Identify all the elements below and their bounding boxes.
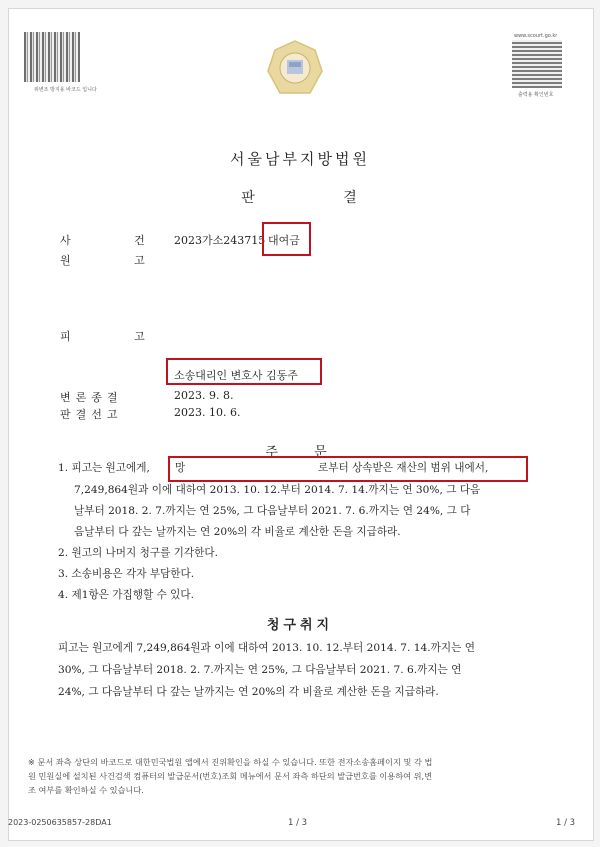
- ruling-item1-line2: 7,249,864원과 이에 대하여 2013. 10. 12.부터 2014. 7. 14.까지는 연 30%, 그 다음: [74, 484, 481, 496]
- ruling-title: 주 문: [265, 445, 343, 460]
- notice-line2: 원 민원실에 설치된 사건검색 컴퓨터의 발급문서(번호)조회 메뉴에서 문서 좌측 하단의 발급번호를 이용하여 위,변: [28, 771, 433, 781]
- ruling-item1-highlight: [168, 456, 528, 482]
- page-number-right: 1 / 3: [556, 818, 576, 828]
- ruling-item3: 3. 소송비용은 각자 부담한다.: [58, 568, 195, 580]
- barcode-right-caption: 출력용 확인번호: [518, 92, 554, 98]
- defendant-label: 피 고: [60, 330, 175, 343]
- closing-label: 변론종결: [60, 391, 123, 404]
- sentencing-label: 판결선고: [60, 408, 123, 421]
- barcode-left-caption: 위변조 방지용 바코드 입니다: [34, 87, 97, 93]
- ruling-item1-boxed-start: 망: [175, 462, 186, 474]
- document-page: [8, 8, 594, 841]
- case-number: 2023가소243715: [174, 234, 266, 247]
- document-title: 판 결: [241, 190, 399, 206]
- ruling-item1-lead: 1. 피고는 원고에게,: [58, 462, 150, 474]
- court-seal-icon: [265, 38, 325, 100]
- ruling-item4: 4. 제1항은 가집행할 수 있다.: [58, 589, 195, 601]
- ruling-item1-boxed-end: 로부터 상속받은 재산의 범위 내에서,: [318, 462, 489, 474]
- plaintiff-label: 원 고: [60, 254, 175, 267]
- claim-line1: 피고는 원고에게 7,249,864원과 이에 대하여 2013. 10. 12.부터 2014. 7. 14.까지는 연: [58, 642, 475, 654]
- case-type: 대여금: [268, 234, 300, 247]
- page-number-center: 1 / 3: [288, 818, 308, 828]
- closing-date: 2023. 9. 8.: [174, 389, 234, 402]
- claim-title: 청구취지: [266, 618, 334, 633]
- representative-highlight: [166, 358, 322, 385]
- authenticity-notice: [28, 755, 556, 797]
- ruling-item2: 2. 원고의 나머지 청구를 기각한다.: [58, 547, 218, 559]
- ruling-item1-line4: 음날부터 다 갚는 날까지는 연 20%의 각 비율로 계산한 돈을 지급하라.: [74, 526, 401, 538]
- barcode-left: [24, 32, 80, 82]
- court-name: 서울남부지방법원: [230, 150, 370, 168]
- notice-line1: ※ 문서 좌측 상단의 바코드로 대한민국법원 앱에서 진위확인을 하실 수 있습니다. 또한 전자소송홈페이지 및 각 법: [28, 757, 433, 767]
- issue-number: 2023-0250635857-28DA1: [8, 818, 112, 827]
- case-type-highlight: [262, 222, 311, 256]
- claim-line3: 24%, 그 다음날부터 다 갚는 날까지는 연 20%의 각 비율로 계산한 돈을 지급하라.: [58, 686, 439, 698]
- case-label: 사 건: [60, 234, 175, 247]
- notice-line3: 조 여부를 확인하실 수 있습니다.: [28, 785, 144, 795]
- sentencing-date: 2023. 10. 6.: [174, 406, 241, 419]
- claim-line2: 30%, 그 다음날부터 2018. 2. 7.까지는 연 25%, 그 다음날부터 2021. 7. 6.까지는 연: [58, 664, 462, 676]
- ruling-item1-line3: 날부터 2018. 2. 7.까지는 연 25%, 그 다음날부터 2021. 7. 6.까지는 연 24%, 그 다: [74, 505, 471, 517]
- url-text: www.scourt.go.kr: [514, 33, 558, 39]
- barcode-right: [512, 40, 562, 88]
- representative: 소송대리인 변호사 김동주: [174, 369, 298, 382]
